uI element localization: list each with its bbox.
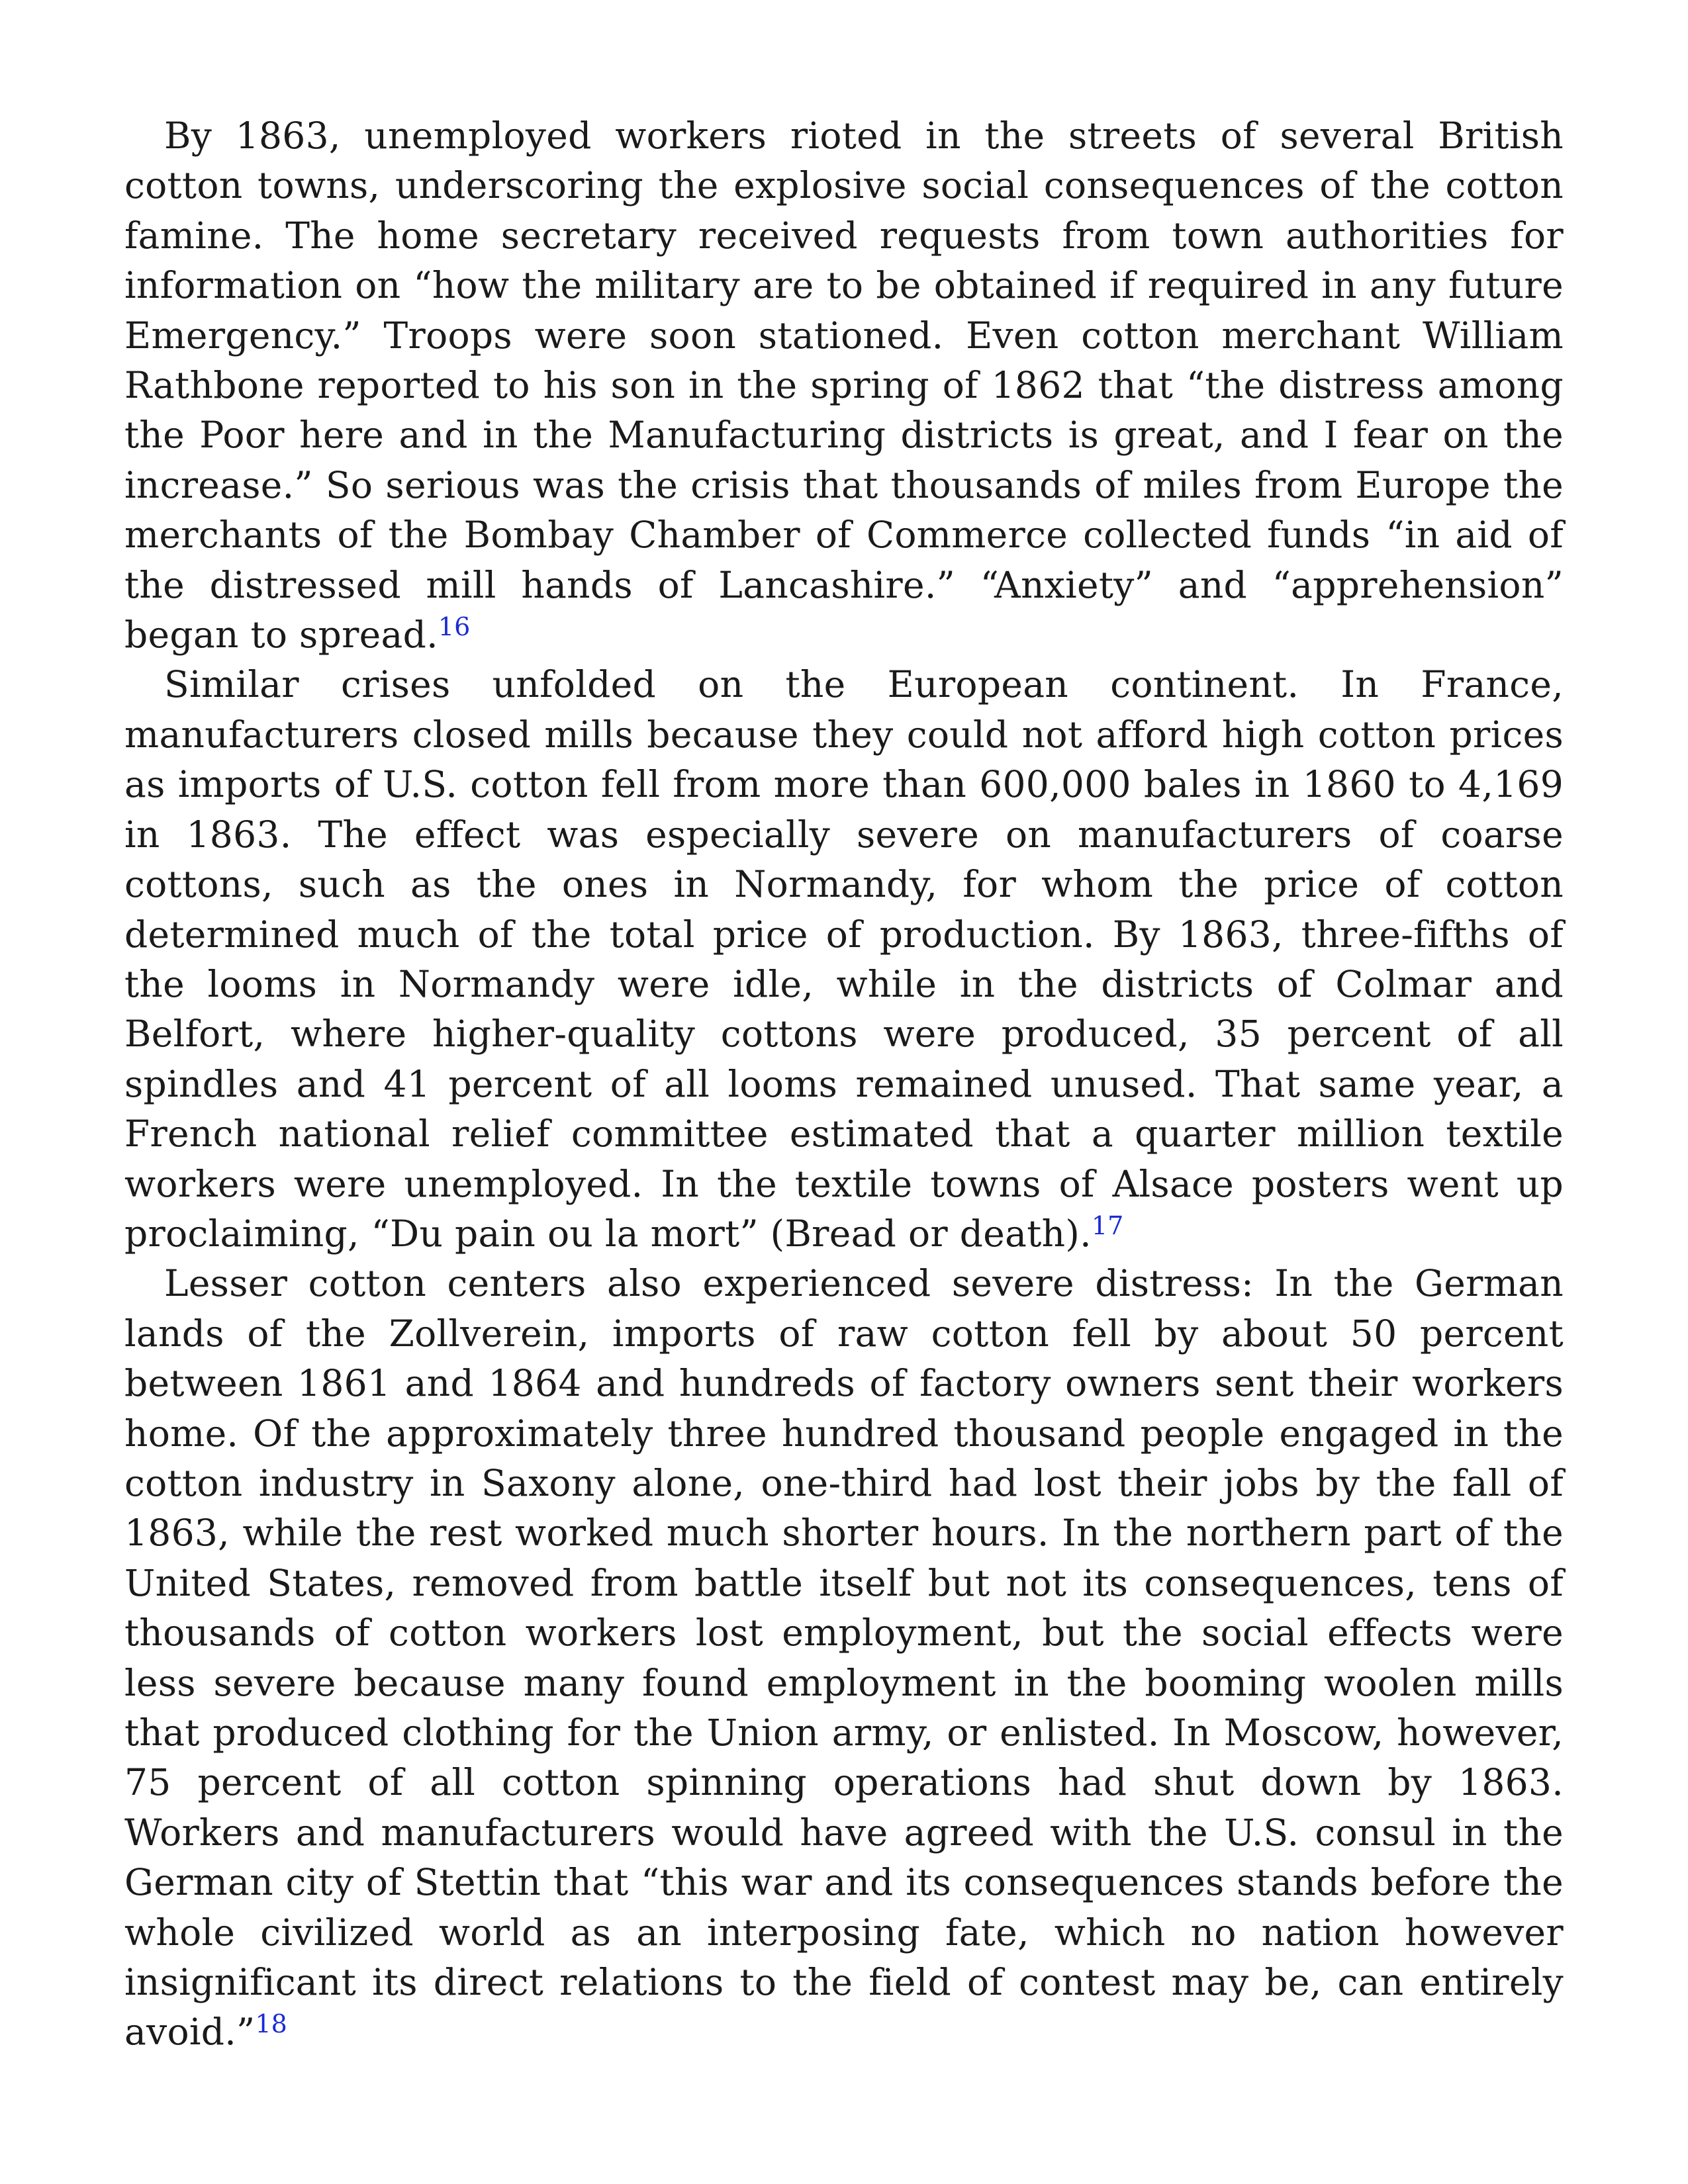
page-body bbox=[124, 111, 1564, 2058]
paragraph-2 bbox=[124, 660, 1564, 1259]
paragraph-1 bbox=[124, 111, 1564, 660]
paragraph-2-text: Similar crises unfolded on the European continent. In France, manufacturers closed mills because they could not afford high cotton prices as imports of U.S. cotton fell from more than 600,000 bales in 1860 to 4,169 in 1863. The effect was especially severe on manufacturers of coarse cottons, such as the ones in Normandy, for whom the price of cotton determined much of the total price of production. By 1863, three-fifths of the looms in Normandy were idle, while in the districts of Colmar and Belfort, where higher-quality cottons were produced, 35 percent of all spindles and 41 percent of all looms remained unused. That same year, a French national relief committee estimated that a quarter million textile workers were unemployed. In the textile towns of Alsace posters went up proclaiming, “Du pain ou la mort” (Bread or death). bbox=[124, 663, 1564, 1255]
paragraph-1-text: By 1863, unemployed workers rioted in the streets of several British cotton towns, underscoring the explosive social consequences of the cotton famine. The home secretary received requests from town authorities for information on “how the military are to be obtained if required in any future Emergency.” Troops were soon stationed. Even cotton merchant William Rathbone reported to his son in the spring of 1862 that “the distress among the Poor here and in the Manufacturing districts is great, and I fear on the increase.” So serious was the crisis that thousands of miles from Europe the merchants of the Bombay Chamber of Commerce collected funds “in aid of the distressed mill hands of Lancashire.” “Anxiety” and “apprehension” began to spread. bbox=[124, 114, 1564, 657]
footnote-link-17[interactable]: 17 bbox=[1091, 1210, 1124, 1240]
paragraph-3 bbox=[124, 1259, 1564, 2058]
paragraph-3-text: Lesser cotton centers also experienced severe distress: In the German lands of the Zollverein, imports of raw cotton fell by about 50 percent between 1861 and 1864 and hundreds of factory owners sent their workers home. Of the approximately three hundred thousand people engaged in the cotton industry in Saxony alone, one-third had lost their jobs by the fall of 1863, while the rest worked much shorter hours. In the northern part of the United States, removed from battle itself but not its consequences, tens of thousands of cotton workers lost employment, but the social effects were less severe because many found employment in the booming woolen mills that produced clothing for the Union army, or enlisted. In Moscow, however, 75 percent of all cotton spinning operations had shut down by 1863. Workers and manufacturers would have agreed with the U.S. consul in the German city of Stettin that “this war and its consequences stands before the whole civilized world as an interposing fate, which no nation however insignificant its direct relations to the field of contest may be, can entirely avoid.” bbox=[124, 1262, 1564, 2054]
footnote-link-18[interactable]: 18 bbox=[255, 2009, 287, 2039]
footnote-link-16[interactable]: 16 bbox=[438, 612, 471, 642]
